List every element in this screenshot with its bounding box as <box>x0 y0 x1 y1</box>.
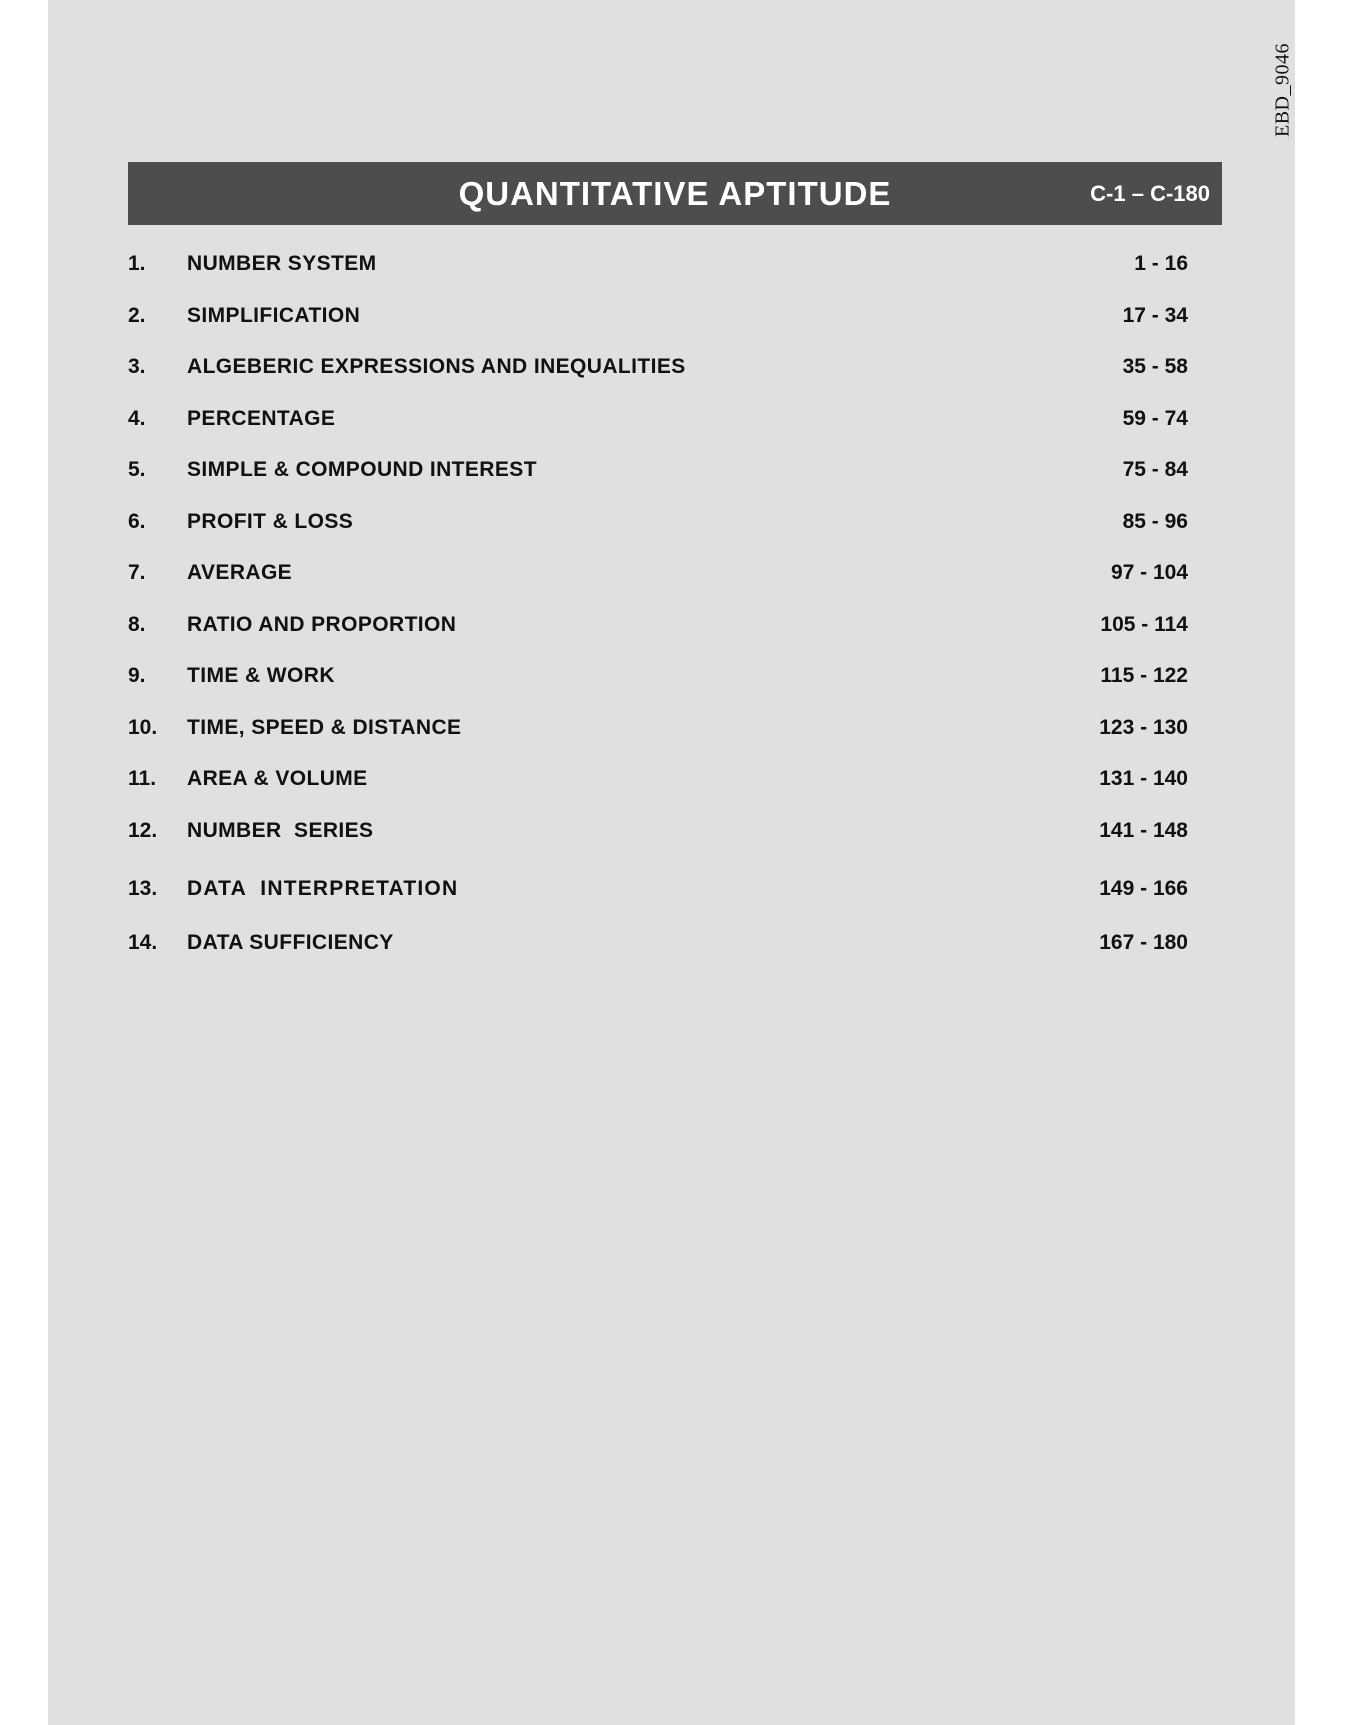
section-page-range: C-1 – C-180 <box>1090 181 1210 206</box>
section-header-bar <box>128 162 1222 225</box>
toc-entry-number: 1. <box>128 252 146 275</box>
toc-entry-pages: 85 - 96 <box>1122 509 1188 533</box>
toc-entry-number: 10. <box>128 715 158 739</box>
toc-entry <box>128 452 1188 504</box>
toc-entry-number: 13. <box>128 877 158 900</box>
toc-entry <box>128 401 1188 453</box>
toc-entry-pages: 1 - 16 <box>1134 252 1188 275</box>
toc-entry-number: 6. <box>128 509 146 533</box>
toc-entry-number: 7. <box>128 561 146 584</box>
toc-entry <box>128 349 1188 401</box>
toc-entry-title: RATIO AND PROPORTION <box>187 612 457 636</box>
toc-entry-number: 8. <box>128 612 146 636</box>
toc-entry-number: 5. <box>128 458 146 481</box>
toc-entry-pages: 149 - 166 <box>1099 877 1188 900</box>
toc-entry-number: 9. <box>128 664 146 687</box>
toc-entry <box>128 813 1188 865</box>
toc-entry-pages: 123 - 130 <box>1099 715 1188 739</box>
toc-entry-title: NUMBER SERIES <box>187 818 374 842</box>
toc-entry-title: PERCENTAGE <box>187 406 336 430</box>
toc-entry-title: DATA SUFFICIENCY <box>187 930 394 954</box>
toc-entry-pages: 131 - 140 <box>1099 767 1188 790</box>
toc-entry <box>128 871 1188 923</box>
toc-entry <box>128 761 1188 813</box>
toc-entry-title: SIMPLIFICATION <box>187 303 361 327</box>
toc-entry-title: ALGEBERIC EXPRESSIONS AND INEQUALITIES <box>187 355 686 378</box>
toc-entry-pages: 97 - 104 <box>1110 561 1188 584</box>
toc-entry-number: 2. <box>128 303 146 327</box>
toc-entry-number: 4. <box>128 406 146 430</box>
toc-entry <box>128 504 1188 556</box>
toc-entry-title: PROFIT & LOSS <box>187 509 354 533</box>
toc-entry-pages: 115 - 122 <box>1100 664 1188 687</box>
toc-entry-number: 11. <box>128 767 157 790</box>
toc-entry <box>128 555 1188 607</box>
toc-entry-title: AREA & VOLUME <box>187 767 368 790</box>
document-code: EBD_9046 <box>1271 43 1294 137</box>
toc-entry <box>128 246 1188 298</box>
toc-entry-pages: 105 - 114 <box>1100 612 1188 636</box>
section-title: QUANTITATIVE APTITUDE <box>458 175 892 212</box>
toc-entry-pages: 167 - 180 <box>1099 930 1188 954</box>
table-of-contents <box>128 246 1188 976</box>
toc-entry-title: SIMPLE & COMPOUND INTEREST <box>187 458 537 481</box>
toc-entry <box>128 710 1188 762</box>
toc-entry <box>128 658 1188 710</box>
toc-entry <box>128 298 1188 350</box>
toc-entry-pages: 141 - 148 <box>1099 818 1188 842</box>
toc-entry-title: NUMBER SYSTEM <box>187 252 377 275</box>
toc-entry <box>128 607 1188 659</box>
toc-entry-title: TIME, SPEED & DISTANCE <box>187 715 462 739</box>
toc-entry-number: 14. <box>128 930 158 954</box>
toc-entry-number: 3. <box>128 355 146 378</box>
toc-entry-pages: 35 - 58 <box>1122 355 1188 378</box>
toc-entry-pages: 75 - 84 <box>1122 458 1188 481</box>
toc-entry-title: AVERAGE <box>187 561 293 584</box>
toc-entry-title: TIME & WORK <box>187 664 335 687</box>
toc-entry-pages: 59 - 74 <box>1122 406 1188 430</box>
toc-entry-pages: 17 - 34 <box>1122 303 1188 327</box>
toc-entry <box>128 925 1188 977</box>
toc-entry-number: 12. <box>128 818 158 842</box>
toc-entry-title: DATA INTERPRETATION <box>187 877 459 900</box>
